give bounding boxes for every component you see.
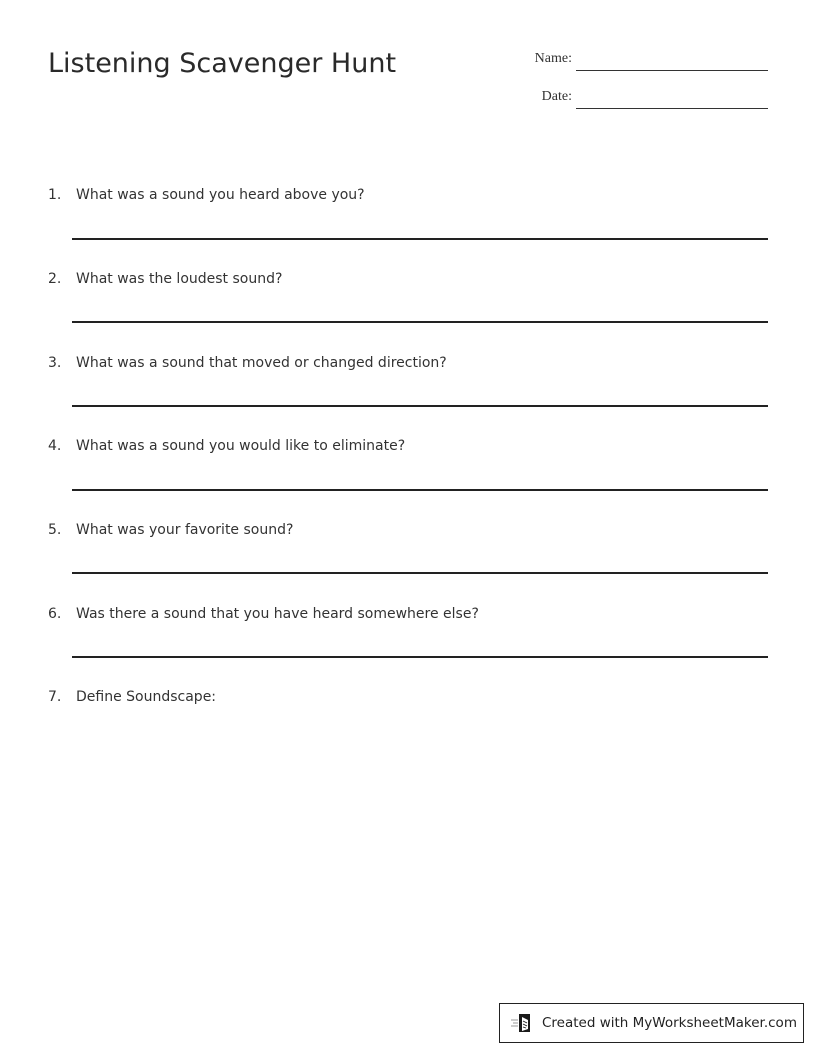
question-number: 3. (48, 355, 62, 371)
answer-line-5[interactable] (72, 572, 768, 574)
date-input-line[interactable] (576, 108, 768, 109)
question-text: Was there a sound that you have heard somewhere else? (76, 606, 479, 622)
question-number: 2. (48, 271, 62, 287)
footer-text: Created with MyWorksheetMaker.com (542, 1015, 797, 1031)
page-title: Listening Scavenger Hunt (48, 48, 397, 79)
question-text: What was a sound that moved or changed direction? (76, 355, 447, 371)
date-label: Date: (541, 89, 572, 104)
answer-line-6[interactable] (72, 656, 768, 658)
question-text: Define Soundscape: (76, 689, 217, 705)
worksheet-logo-icon (510, 1012, 534, 1034)
question-number: 6. (48, 606, 62, 622)
name-label: Name: (534, 51, 572, 66)
footer-badge[interactable] (499, 1003, 804, 1043)
question-text: What was a sound you would like to eliminate? (76, 438, 406, 454)
question-number: 7. (48, 689, 62, 705)
answer-line-2[interactable] (72, 321, 768, 323)
question-number: 4. (48, 438, 62, 454)
question-text: What was a sound you heard above you? (76, 187, 365, 203)
question-number: 5. (48, 522, 62, 538)
answer-line-3[interactable] (72, 405, 768, 407)
question-text: What was the loudest sound? (76, 271, 283, 287)
answer-line-1[interactable] (72, 238, 768, 240)
question-number: 1. (48, 187, 62, 203)
name-input-line[interactable] (576, 70, 768, 71)
answer-line-4[interactable] (72, 489, 768, 491)
question-text: What was your favorite sound? (76, 522, 294, 538)
